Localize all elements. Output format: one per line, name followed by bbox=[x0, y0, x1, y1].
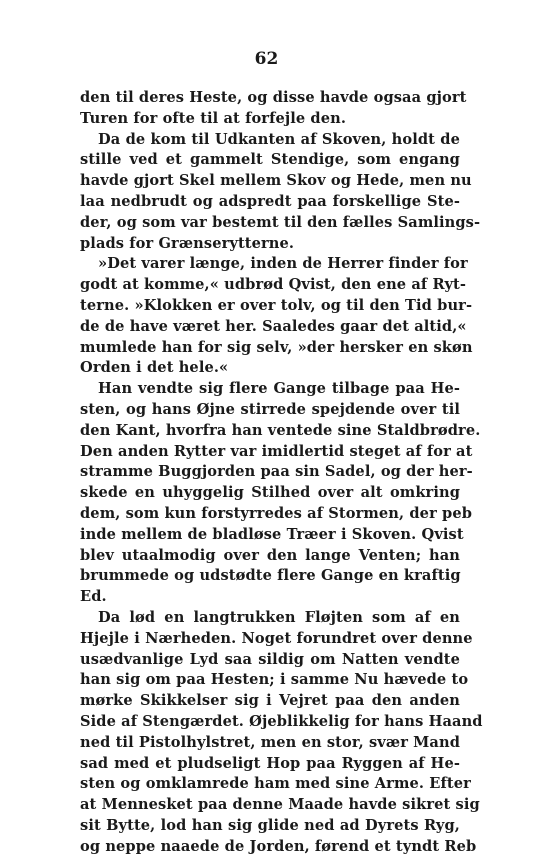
text-line: Turen for ofte til at forfejle den. bbox=[80, 109, 347, 127]
text-line: plads for Grænserytterne. bbox=[80, 234, 295, 252]
text-line: Da lød en langtrukken Fløjten som af en bbox=[98, 608, 460, 626]
text-line: ned til Pistolhylstret, men en stor, svær Mand bbox=[80, 733, 460, 751]
text-line: sten, og hans Øjne stirrede spejdende over til bbox=[80, 400, 460, 418]
text-line: Side af Stengærdet. Øjeblikkelig for hans Haand bbox=[80, 712, 483, 730]
text-line: Da de kom til Udkanten af Skoven, holdt de bbox=[98, 130, 460, 148]
text-line: brummede og udstødte flere Gange en kraftig bbox=[80, 567, 461, 585]
text-line: Den anden Rytter var imidlertid steget af for at bbox=[80, 442, 473, 460]
text-line: de de have været her. Saaledes gaar det altid,« bbox=[80, 317, 467, 335]
text-line: Han vendte sig flere Gange tilbage paa He- bbox=[98, 380, 460, 398]
text-line: blev utaalmodig over den lange Venten; han bbox=[80, 546, 460, 564]
text-line: Orden i det hele.« bbox=[80, 359, 229, 377]
text-line: mumlede han for sig selv, »der hersker en skøn bbox=[80, 338, 473, 356]
text-line: godt at komme,« udbrød Qvist, den ene af Ryt- bbox=[80, 276, 467, 294]
text-line: at Mennesket paa denne Maade havde sikret sig bbox=[80, 796, 480, 814]
text-line: sit Bytte, lod han sig glide ned ad Dyrets Ryg, bbox=[80, 816, 460, 834]
text-line: havde gjort Skel mellem Skov og Hede, men nu bbox=[80, 172, 472, 190]
text-line: den Kant, hvorfra han ventede sine Staldbrødre. bbox=[80, 421, 481, 439]
text-line: og neppe naaede de Jorden, førend et tyndt Reb bbox=[80, 837, 477, 855]
text-line: stramme Buggjorden paa sin Sadel, og der her- bbox=[80, 463, 473, 481]
text-line: usædvanlige Lyd saa sildig om Natten vendte bbox=[80, 650, 460, 668]
text-line: Hjejle i Nærheden. Noget forundret over denne bbox=[80, 629, 473, 647]
text-line: stille ved et gammelt Stendige, som engang bbox=[80, 151, 460, 169]
text-line: skede en uhyggelig Stilhed over alt omkring bbox=[80, 484, 460, 502]
body-text bbox=[80, 88, 483, 857]
text-line: han sig om paa Hesten; i samme Nu hævede to bbox=[80, 671, 469, 689]
text-line: der, og som var bestemt til den fælles Samlings- bbox=[80, 213, 481, 231]
text-line: inde mellem de bladløse Træer i Skoven. Qvist bbox=[80, 525, 464, 543]
text-line: mørke Skikkelser sig i Vejret paa den anden bbox=[80, 692, 460, 710]
text-line: »Det varer længe, inden de Herrer finder for bbox=[98, 255, 468, 273]
text-line: sten og omklamrede ham med sine Arme. Efter bbox=[80, 775, 471, 793]
text-line: dem, som kun forstyrredes af Stormen, der peb bbox=[80, 504, 473, 522]
text-line: sad med et pludseligt Hop paa Ryggen af He- bbox=[80, 754, 460, 772]
text-line: terne. »Klokken er over tolv, og til den Tid bur- bbox=[80, 296, 473, 314]
text-line: laa nedbrudt og adspredt paa forskellige Ste- bbox=[80, 192, 460, 210]
text-line: den til deres Heste, og disse havde ogsaa gjort bbox=[80, 89, 467, 106]
page-number: 62 bbox=[254, 49, 279, 69]
text-line: Ed. bbox=[80, 588, 107, 606]
